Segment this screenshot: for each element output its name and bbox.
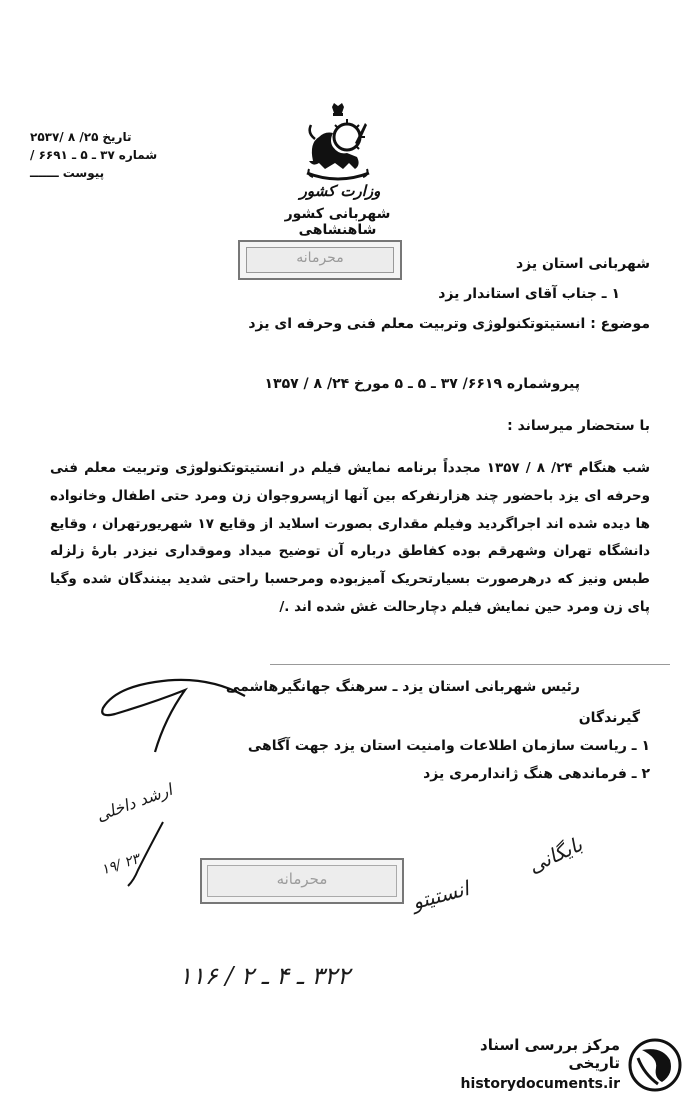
ministry-title: وزارت کشور (299, 182, 381, 200)
number-label: شماره (118, 148, 158, 162)
authority-title: شهربانی کشور شاهنشاهی (284, 206, 391, 238)
handwritten-archive-note: بایگانی (524, 832, 586, 878)
header-meta (30, 128, 175, 182)
number-value: ۳۷ ـ ۵ ـ ۶۶۹۱ / (30, 148, 115, 162)
to-line: ۱ ـ جناب آقای استاندار یزد (438, 286, 620, 302)
signer-line: رئیس شهربانی استان یزد ـ سرهنگ جهانگیرهاشمی (225, 679, 580, 695)
brand-url[interactable]: historydocuments.ir (460, 1076, 620, 1092)
reference-line: پیروشماره ۶۶۱۹/ ۳۷ ـ ۵ ـ ۵ مورخ ۲۴/ ۸ / ۱۳۵۷ (264, 376, 580, 392)
attachment-row (30, 164, 175, 182)
stamp-top-text: محرمانه (296, 250, 344, 266)
letter-body: شب هنگام ۲۴/ ۸ / ۱۳۵۷ مجدداً برنامه نمایش فیلم در انستیتوتکنولوژی وتربیت معلم فنی وحرفه ای یزد باحضور چند هزارنفرکه بین آنها ازپسروجوان زن ومرد حتی اطفال وخانواده ها دیده شده اند اجراگردید وفیلم مقداری بصورت اسلاید از وقایع ۱۷ شهریورتهران ، وقایع دانشگاه تهران وشهرقم بوده کفاطق درباره آن توضیح میداد وموقداری نیزدر بارۀ زلزله طبس ونیز که درهرصورت بسیارتحریک آمیزبوده ومرحسبا راحتی شدید بینندگان شده وگیا پای زن ومرد حین نمایش فیلم دچارحالت غش شده اند ./ (50, 460, 650, 615)
stamp-bottom-text: محرمانه (276, 870, 328, 888)
brand-name: مرکز بررسی اسناد تاریخی (480, 1036, 620, 1072)
number-row (30, 146, 175, 164)
attachment-label: پیوست (62, 166, 105, 180)
attachment-value: ـــــــ (30, 166, 59, 180)
date-label: تاریخ (102, 130, 132, 144)
addressee: شهربانی استان یزد (515, 256, 650, 272)
salutation: با ستحضار میرساند : (507, 418, 650, 434)
handwritten-note-left: ارشد داخلی (93, 780, 175, 825)
body-divider (270, 664, 670, 665)
archive-code: ۳۲۲ ـ ۴ ـ ۲ / ۱۱۶ (178, 962, 350, 990)
recipient-item: ۱ ـ ریاست سازمان اطلاعات وامنیت استان یزد جهت آگاهی (247, 738, 650, 754)
handwritten-stroke (108, 820, 168, 890)
date-value: ۲۵/ ۸ /۲۵۳۷ (30, 130, 99, 144)
lion-and-sun-emblem-icon (303, 103, 373, 183)
handwritten-date: ۱۹/ ۲۳ (99, 851, 142, 879)
confidential-stamp-bottom (200, 858, 404, 904)
recipients-title: گیرندگان (578, 710, 640, 726)
recipient-item: ۲ ـ فرماندهی هنگ ژاندارمری یزد (423, 766, 650, 782)
handwritten-signature: انستیتو (409, 876, 472, 915)
history-documents-logo-icon (628, 1038, 682, 1092)
footer-brand (430, 1036, 620, 1090)
subject-line: موضوع : انستیتوتکنولوژی وتربیت معلم فنی وحرفه ای یزد (248, 316, 650, 332)
date-row (30, 128, 175, 146)
